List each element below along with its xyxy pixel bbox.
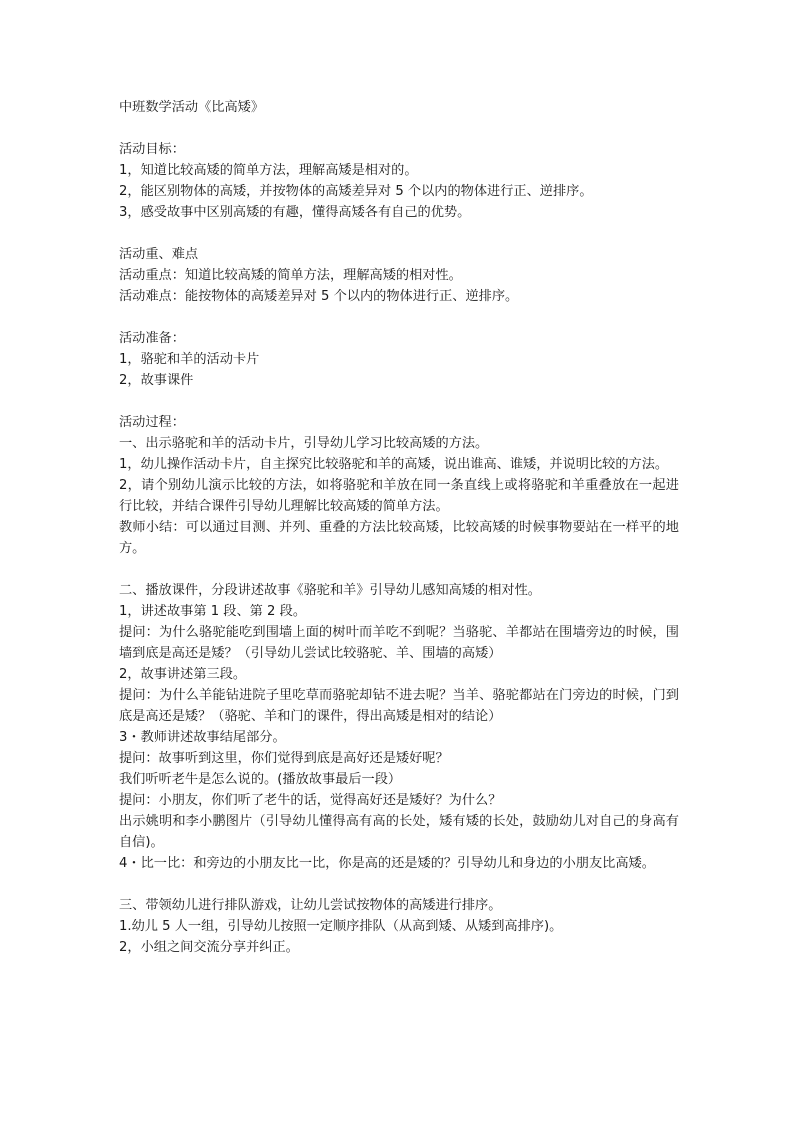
preparation-item: 2，故事课件 bbox=[119, 373, 194, 388]
process-part2-step2: 2，故事讲述第三段。 bbox=[119, 667, 247, 682]
process-part2-listen: 我们听听老牛是怎么说的。(播放故事最后一段） bbox=[119, 772, 402, 787]
process-heading: 活动过程： bbox=[119, 415, 185, 430]
spacer bbox=[119, 118, 679, 139]
spacer bbox=[119, 307, 679, 328]
process-part2-question1: 提问：为什么骆驼能吃到围墙上面的树叶而羊吃不到呢？当骆驼、羊都站在围墙旁边的时候，围墙到底是高还是矮？（引导幼儿尝试比较骆驼、羊、围墙的高矮） bbox=[119, 625, 679, 661]
process-part1-step2: 2，请个别幼儿演示比较的方法，如将骆驼和羊放在同一条直线上或将骆驼和羊重叠放在一起进行比较，并结合课件引导幼儿理解比较高矮的简单方法。 bbox=[119, 478, 679, 514]
spacer bbox=[119, 559, 679, 580]
process-part3-title: 三、带领幼儿进行排队游戏，让幼儿尝试按物体的高矮进行排序。 bbox=[119, 898, 502, 913]
key-points-heading: 活动重、难点 bbox=[119, 247, 199, 262]
key-point-difficulty: 活动难点：能按物体的高矮差异对 5 个以内的物体进行正、逆排序。 bbox=[119, 289, 519, 304]
goals-heading: 活动目标： bbox=[119, 142, 185, 157]
spacer bbox=[119, 874, 679, 895]
process-part1-title: 一、出示骆驼和羊的活动卡片，引导幼儿学习比较高矮的方法。 bbox=[119, 436, 489, 451]
process-part3-step1: 1.幼儿 5 人一组，引导幼儿按照一定顺序排队（从高到矮、从矮到高排序)。 bbox=[119, 919, 563, 934]
process-part2-step4: 4・比一比：和旁边的小朋友比一比，你是高的还是矮的？引导幼儿和身边的小朋友比高矮。 bbox=[119, 856, 655, 871]
goal-item: 2，能区别物体的高矮，并按物体的高矮差异对 5 个以内的物体进行正、逆排序。 bbox=[119, 184, 593, 199]
process-part2-question3: 提问：故事听到这里，你们觉得到底是高好还是矮好呢？ bbox=[119, 751, 449, 766]
process-part1-step1: 1，幼儿操作活动卡片，自主探究比较骆驼和羊的高矮，说出谁高、谁矮，并说明比较的方法。 bbox=[119, 457, 669, 472]
process-part2-show: 出示姚明和李小鹏图片（引导幼儿懂得高有高的长处，矮有矮的长处，鼓励幼儿对自己的身高有自信)。 bbox=[119, 814, 679, 850]
preparation-item: 1，骆驼和羊的活动卡片 bbox=[119, 352, 260, 367]
document-title: 中班数学活动《比高矮》 bbox=[119, 100, 265, 115]
preparation-heading: 活动准备： bbox=[119, 331, 185, 346]
process-part3-step2: 2，小组之间交流分享并纠正。 bbox=[119, 940, 299, 955]
key-point-focus: 活动重点：知道比较高矮的简单方法，理解高矮的相对性。 bbox=[119, 268, 462, 283]
goal-item: 3，感受故事中区别高矮的有趣，懂得高矮各有自己的优势。 bbox=[119, 205, 471, 220]
goal-item: 1，知道比较高矮的简单方法，理解高矮是相对的。 bbox=[119, 163, 418, 178]
process-part2-step3: 3・教师讲述故事结尾部分。 bbox=[119, 730, 286, 745]
spacer bbox=[119, 223, 679, 244]
process-part2-title: 二、播放课件，分段讲述故事《骆驼和羊》引导幼儿感知高矮的相对性。 bbox=[119, 583, 541, 598]
process-part2-question4: 提问：小朋友，你们听了老牛的话，觉得高好还是矮好？为什么？ bbox=[119, 793, 502, 808]
document-page bbox=[119, 97, 679, 958]
process-part2-question2: 提问：为什么羊能钻进院子里吃草而骆驼却钻不进去呢？当羊、骆驼都站在门旁边的时候，门到底是高还是矮？（骆驼、羊和门的课件，得出高矮是相对的结论） bbox=[119, 688, 679, 724]
spacer bbox=[119, 391, 679, 412]
process-part1-summary: 教师小结：可以通过目测、并列、重叠的方法比较高矮，比较高矮的时候事物要站在一样平的地方。 bbox=[119, 520, 679, 556]
process-part2-step1: 1，讲述故事第 1 段、第 2 段。 bbox=[119, 604, 307, 619]
